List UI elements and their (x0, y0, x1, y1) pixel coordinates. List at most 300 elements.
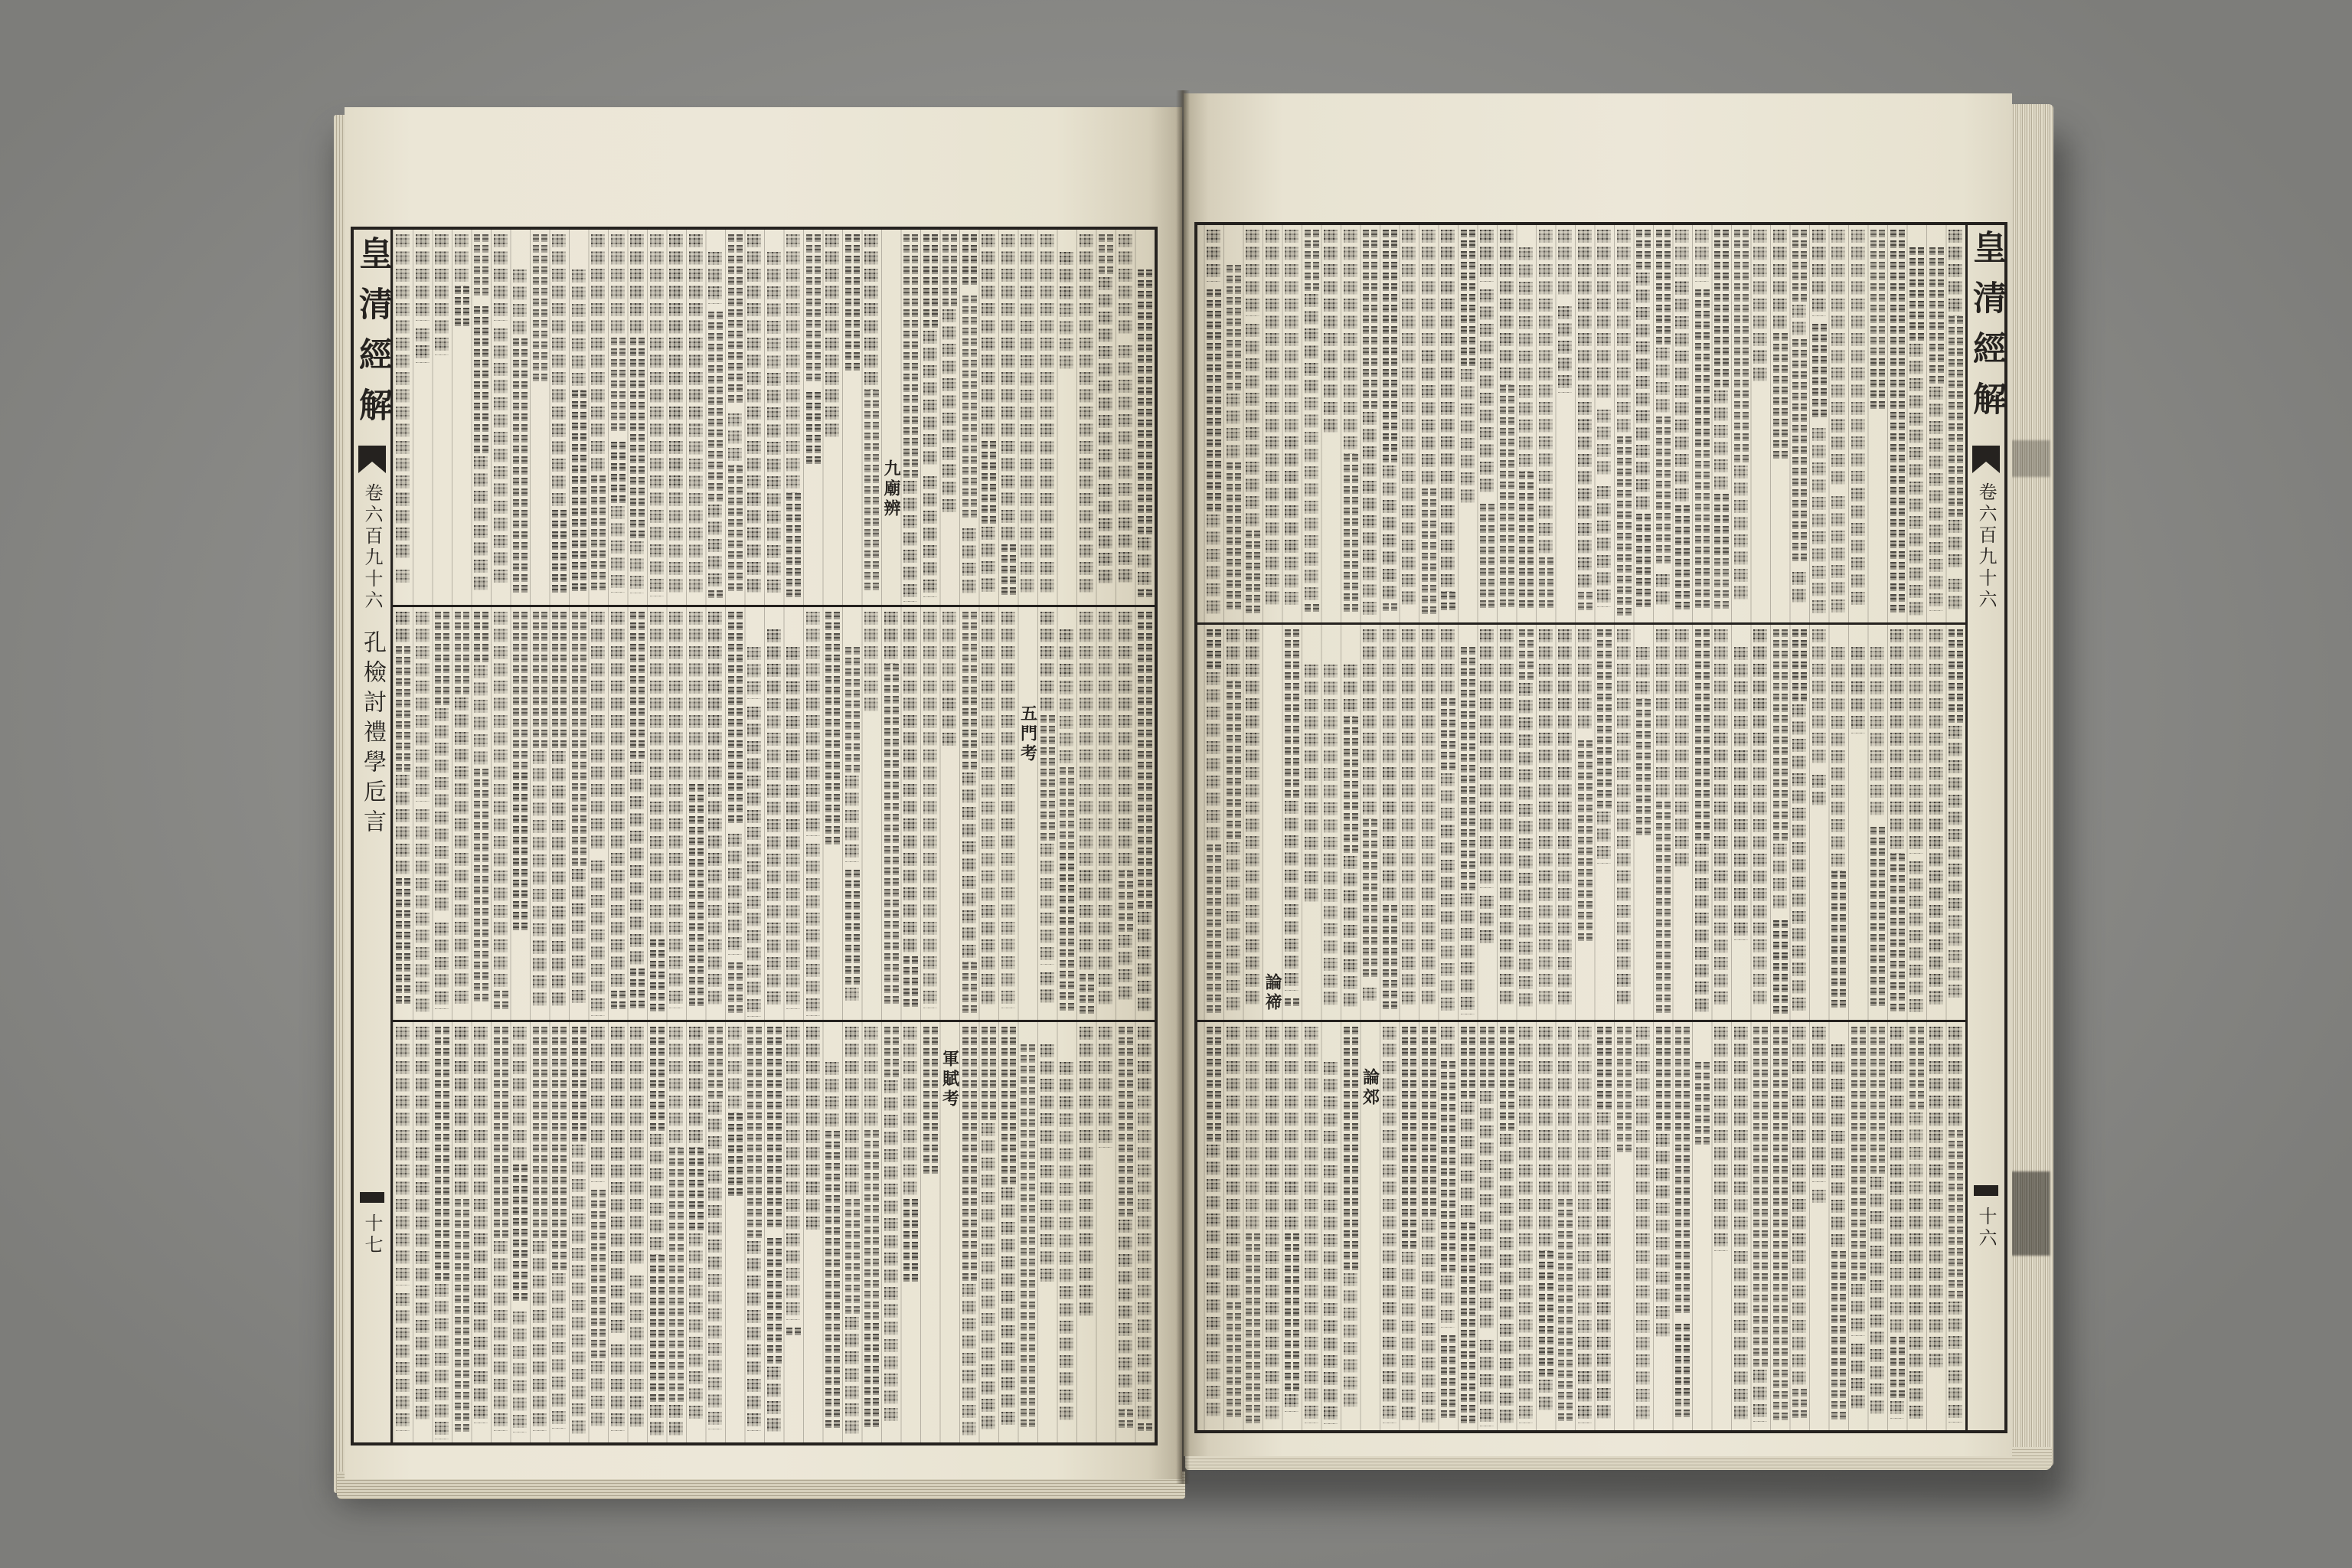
printed-text-glyphs (689, 784, 704, 870)
printed-text-glyphs (1675, 836, 1689, 871)
printed-text-glyphs (1773, 1284, 1788, 1423)
printed-text-glyphs (1305, 1233, 1318, 1423)
printed-text-glyphs (747, 827, 761, 1017)
printed-text-glyphs (1021, 493, 1034, 596)
printed-text-glyphs (1539, 1380, 1553, 1414)
printed-text-glyphs (1558, 1199, 1573, 1424)
printed-text-glyphs (1890, 230, 1905, 337)
printed-text-glyphs (396, 646, 410, 775)
printed-text-glyphs (923, 750, 937, 1008)
printed-text-glyphs (1695, 450, 1710, 525)
printed-text-glyphs (1099, 277, 1112, 484)
printed-text-glyphs (650, 939, 665, 1014)
printed-text-glyphs (942, 612, 956, 698)
printed-text-glyphs (1480, 1091, 1494, 1332)
printed-text-glyphs (1695, 1062, 1710, 1148)
printed-text-glyphs (845, 1317, 859, 1369)
printed-text-glyphs (630, 338, 645, 541)
printed-text-glyphs (1324, 1321, 1338, 1373)
printed-text-glyphs (1285, 998, 1299, 1009)
printed-text-glyphs (1324, 854, 1338, 975)
printed-text-glyphs (728, 466, 743, 594)
printed-text-glyphs (825, 1131, 840, 1388)
printed-text-glyphs (1656, 629, 1670, 802)
section-heading (1019, 607, 1037, 1020)
printed-text-glyphs (1402, 957, 1416, 1009)
printed-text-glyphs (1305, 665, 1318, 768)
printed-text-glyphs (1246, 324, 1259, 531)
printed-text-glyphs (903, 715, 917, 956)
lower-fish-tail-mark (1974, 1185, 1998, 1196)
printed-text-glyphs (513, 270, 527, 338)
printed-text-glyphs (786, 647, 800, 785)
printed-text-glyphs (396, 775, 410, 878)
printed-text-glyphs (1305, 1027, 1318, 1233)
printed-text-glyphs (1558, 1027, 1572, 1130)
printed-text-glyphs (786, 854, 800, 1009)
printed-text-glyphs (650, 612, 664, 767)
printed-text-glyphs (1714, 888, 1728, 1009)
printed-text-glyphs (1714, 390, 1728, 425)
printed-text-glyphs (1402, 505, 1416, 609)
printed-text-glyphs (1539, 1251, 1553, 1380)
printed-text-glyphs (1246, 1233, 1260, 1426)
printed-text-glyphs (747, 1027, 762, 1241)
printed-text-glyphs (1929, 247, 1944, 387)
printed-text-glyphs (1792, 1251, 1806, 1389)
printed-text-glyphs (806, 612, 820, 681)
printed-text-glyphs (1441, 1061, 1455, 1276)
printed-text-glyphs (767, 629, 781, 698)
printed-text-glyphs (962, 773, 976, 962)
printed-text-glyphs (669, 234, 683, 493)
printed-text-glyphs (1949, 230, 1962, 316)
section-heading (882, 230, 900, 605)
printed-text-glyphs (689, 1302, 703, 1423)
printed-text-glyphs (1753, 1027, 1768, 1284)
printed-text-glyphs (1461, 1223, 1475, 1405)
section-heading-text: 論禘 (1263, 973, 1282, 1013)
printed-text-glyphs (1500, 629, 1514, 871)
printed-text-glyphs (1890, 337, 1905, 476)
printed-text-glyphs (1929, 1027, 1943, 1199)
printed-text-glyphs (1695, 844, 1709, 1016)
printed-text-glyphs (1138, 1320, 1152, 1423)
printed-text-glyphs (1080, 1285, 1093, 1320)
printed-text-glyphs (1001, 853, 1015, 1008)
printed-text-glyphs (767, 338, 781, 373)
printed-text-glyphs (1060, 767, 1074, 853)
printed-text-glyphs (1305, 604, 1319, 615)
printed-text-glyphs (1929, 439, 1943, 560)
page-edge-ink-mark (2011, 1171, 2050, 1256)
left-page (345, 107, 1182, 1479)
printed-text-glyphs (591, 1190, 606, 1361)
printed-text-glyphs (708, 590, 723, 601)
printed-text-glyphs (591, 861, 605, 929)
lower-fish-tail-mark (360, 1192, 384, 1203)
printed-text-glyphs (1870, 1080, 1885, 1177)
printed-text-glyphs (1792, 1389, 1807, 1421)
printed-text-glyphs (533, 234, 547, 384)
printed-text-glyphs (864, 612, 878, 715)
printed-text-glyphs (474, 1233, 488, 1423)
printed-text-glyphs (1909, 750, 1923, 802)
printed-text-glyphs (942, 465, 956, 517)
printed-text-glyphs (669, 612, 683, 784)
printed-text-glyphs (1792, 704, 1806, 808)
printed-text-glyphs (767, 698, 781, 785)
printed-text-glyphs (1119, 935, 1132, 1004)
printed-text-glyphs (1519, 247, 1533, 472)
printed-text-glyphs (1714, 629, 1728, 733)
printed-text-glyphs (1060, 1062, 1073, 1114)
printed-text-glyphs (1909, 482, 1923, 619)
printed-text-glyphs (942, 698, 956, 750)
printed-text-glyphs (1363, 988, 1377, 1005)
printed-text-glyphs (982, 905, 995, 1008)
printed-text-glyphs (1138, 270, 1152, 537)
printed-text-glyphs (416, 1027, 430, 1148)
printed-text-glyphs (1285, 1027, 1298, 1182)
printed-text-glyphs (1617, 436, 1632, 619)
printed-text-glyphs (1383, 1027, 1396, 1268)
section-heading (1361, 1022, 1379, 1430)
printed-text-glyphs (1402, 230, 1416, 368)
printed-text-glyphs (1480, 629, 1494, 888)
printed-text-glyphs (1363, 567, 1377, 619)
printed-text-glyphs (689, 424, 703, 596)
printed-text-glyphs (533, 612, 547, 751)
printed-text-glyphs (611, 1148, 625, 1338)
printed-text-glyphs (1539, 1027, 1553, 1251)
printed-text-glyphs (669, 493, 683, 596)
printed-text-glyphs (1617, 733, 1631, 974)
printed-text-glyphs (1714, 230, 1729, 390)
printed-text-glyphs (1890, 854, 1905, 1014)
printed-text-glyphs (1519, 683, 1533, 735)
right-center-column (1965, 225, 2004, 1430)
printed-text-glyphs (1949, 579, 1962, 613)
printed-text-glyphs (1285, 230, 1298, 436)
printed-text-glyphs (1773, 844, 1787, 913)
printed-text-glyphs (1675, 505, 1690, 612)
printed-text-glyphs (845, 870, 860, 988)
printed-text-glyphs (1441, 230, 1455, 436)
printed-text-glyphs (747, 234, 761, 493)
printed-text-glyphs (982, 441, 996, 527)
printed-text-glyphs (1812, 629, 1826, 767)
printed-text-glyphs (1138, 1096, 1152, 1320)
right-print-frame (1194, 222, 2007, 1433)
printed-text-glyphs (1207, 1145, 1220, 1351)
printed-text-glyphs (884, 1027, 899, 1080)
printed-text-glyphs (1714, 1027, 1728, 1251)
printed-text-glyphs (825, 1388, 840, 1431)
printed-text-glyphs (1119, 1027, 1133, 1220)
printed-text-glyphs (1422, 230, 1436, 351)
printed-text-glyphs (825, 1062, 839, 1131)
text-column-area (393, 230, 1155, 605)
page-number: 十七 (361, 1214, 383, 1256)
printed-text-glyphs (903, 481, 917, 602)
printed-text-glyphs (1617, 1145, 1632, 1155)
printed-text-glyphs (435, 234, 449, 338)
printed-text-glyphs (1422, 629, 1436, 733)
printed-text-glyphs (1949, 1302, 1962, 1423)
printed-text-glyphs (1929, 991, 1943, 1009)
printed-text-glyphs (1138, 1027, 1152, 1096)
printed-text-glyphs (845, 988, 859, 1005)
printed-text-glyphs (650, 234, 664, 338)
text-column-area (393, 1022, 1155, 1442)
printed-text-glyphs (1539, 939, 1553, 1008)
printed-text-glyphs (1831, 1096, 1845, 1252)
printed-text-glyphs (1119, 871, 1133, 935)
printed-text-glyphs (533, 941, 547, 1010)
printed-text-glyphs (591, 1361, 605, 1430)
printed-text-glyphs (982, 1123, 995, 1244)
printed-text-glyphs (806, 929, 820, 1016)
printed-text-glyphs (982, 1244, 995, 1365)
printed-text-glyphs (572, 390, 586, 594)
printed-text-glyphs (982, 1364, 995, 1433)
printed-text-glyphs (1831, 496, 1845, 617)
printed-text-glyphs (1207, 672, 1220, 844)
printed-text-glyphs (786, 1268, 800, 1320)
printed-text-glyphs (1227, 1027, 1240, 1130)
printed-text-glyphs (1441, 773, 1455, 825)
printed-text-glyphs (396, 493, 410, 562)
printed-text-glyphs (1266, 1389, 1279, 1423)
printed-text-glyphs (1266, 1182, 1279, 1269)
right-page (1184, 93, 2012, 1456)
printed-text-glyphs (435, 1027, 449, 1284)
printed-text-glyphs (1949, 916, 1962, 1002)
printed-text-glyphs (435, 923, 449, 1009)
printed-text-glyphs (1246, 230, 1259, 316)
printed-text-glyphs (962, 697, 977, 773)
printed-text-glyphs (591, 929, 605, 1016)
printed-text-glyphs (1792, 808, 1806, 963)
printed-text-glyphs (923, 234, 938, 331)
printed-text-glyphs (1675, 1324, 1690, 1399)
printed-text-glyphs (552, 751, 566, 906)
printed-text-glyphs (1870, 827, 1885, 1009)
printed-text-glyphs (1441, 698, 1455, 773)
page-edge-ink-mark (2011, 440, 2050, 477)
printed-text-glyphs (611, 1027, 625, 1148)
printed-text-glyphs (1597, 629, 1612, 812)
printed-text-glyphs (1363, 230, 1377, 412)
printed-text-glyphs (630, 612, 645, 762)
printed-text-glyphs (1695, 230, 1709, 282)
printed-text-glyphs (982, 234, 995, 441)
printed-text-glyphs (1441, 1410, 1455, 1421)
printed-text-glyphs (1636, 514, 1651, 610)
printed-text-glyphs (650, 1255, 665, 1405)
section-heading-text: 軍賦考 (939, 1050, 960, 1109)
printed-text-glyphs (1870, 230, 1885, 358)
printed-text-glyphs (864, 1027, 878, 1130)
printed-text-glyphs (1597, 1199, 1611, 1354)
printed-text-glyphs (1851, 1284, 1865, 1336)
printed-text-glyphs (513, 773, 528, 933)
printed-text-glyphs (1636, 699, 1651, 838)
printed-text-glyphs (806, 681, 820, 836)
section-heading (1263, 625, 1281, 1020)
printed-text-glyphs (572, 270, 586, 390)
printed-text-glyphs (1539, 767, 1553, 888)
printed-text-glyphs (1870, 1027, 1885, 1080)
printed-text-glyphs (1060, 629, 1073, 681)
printed-text-glyphs (1949, 629, 1963, 726)
printed-text-glyphs (1578, 420, 1592, 592)
printed-text-glyphs (1929, 1354, 1943, 1372)
printed-text-glyphs (1344, 717, 1358, 856)
printed-text-glyphs (1890, 1401, 1904, 1419)
printed-text-glyphs (1831, 1044, 1845, 1096)
printed-text-glyphs (1949, 520, 1962, 572)
printed-text-glyphs (962, 234, 977, 288)
printed-text-glyphs (1539, 488, 1553, 557)
printed-text-glyphs (1675, 629, 1689, 836)
printed-text-glyphs (1734, 230, 1749, 466)
printed-text-glyphs (1539, 557, 1553, 611)
printed-text-glyphs (708, 1102, 722, 1274)
printed-text-glyphs (1480, 230, 1494, 282)
printed-text-glyphs (591, 612, 605, 853)
printed-text-glyphs (1383, 629, 1396, 767)
printed-text-glyphs (1001, 1187, 1015, 1343)
printed-text-glyphs (1734, 1182, 1748, 1389)
printed-text-glyphs (416, 328, 430, 346)
printed-text-glyphs (1890, 1182, 1904, 1269)
printed-text-glyphs (982, 698, 995, 905)
printed-text-glyphs (1812, 775, 1826, 809)
printed-text-glyphs (533, 751, 547, 941)
printed-text-glyphs (864, 390, 879, 593)
printed-text-glyphs (1578, 1217, 1592, 1338)
printed-text-glyphs (1099, 234, 1113, 277)
printed-text-glyphs (728, 1027, 742, 1113)
printed-text-glyphs (689, 612, 703, 784)
printed-text-glyphs (1344, 665, 1357, 717)
section-heading-text: 論郊 (1360, 1068, 1380, 1108)
printed-text-glyphs (962, 1370, 976, 1439)
printed-text-glyphs (630, 1027, 644, 1268)
printed-text-glyphs (1383, 991, 1397, 1012)
printed-text-glyphs (1675, 1399, 1690, 1420)
printed-text-glyphs (1519, 1027, 1533, 1233)
printed-text-glyphs (786, 1328, 801, 1338)
printed-text-glyphs (1714, 494, 1729, 558)
printed-text-glyphs (1812, 1190, 1826, 1207)
printed-text-glyphs (513, 338, 528, 596)
printed-text-glyphs (1266, 230, 1279, 402)
printed-text-glyphs (1285, 1233, 1299, 1394)
printed-text-glyphs (982, 612, 995, 698)
printed-text-glyphs (903, 1199, 918, 1285)
printed-text-glyphs (1227, 629, 1240, 681)
printed-text-glyphs (1207, 1351, 1220, 1420)
printed-text-glyphs (1285, 557, 1298, 609)
printed-text-glyphs (455, 1199, 469, 1435)
printed-text-glyphs (572, 612, 586, 665)
printed-text-glyphs (1656, 416, 1671, 481)
printed-text-glyphs (1344, 976, 1357, 1011)
printed-text-glyphs (1695, 289, 1710, 450)
printed-text-glyphs (1080, 612, 1093, 871)
printed-text-glyphs (1909, 1027, 1924, 1112)
printed-text-glyphs (1656, 1134, 1670, 1203)
printed-text-glyphs (1246, 767, 1259, 939)
printed-text-glyphs (1909, 629, 1923, 750)
printed-text-glyphs (1021, 234, 1034, 286)
printed-text-glyphs (689, 1233, 703, 1302)
printed-text-glyphs (1383, 1406, 1396, 1423)
printed-text-glyphs (1890, 1027, 1904, 1182)
printed-text-glyphs (1734, 750, 1748, 940)
printed-text-glyphs (1792, 1027, 1806, 1061)
printed-text-glyphs (1949, 316, 1963, 520)
printed-text-glyphs (611, 506, 625, 593)
printed-text-glyphs (1080, 269, 1093, 303)
printed-text-glyphs (513, 1312, 527, 1432)
printed-text-glyphs (864, 1130, 879, 1323)
printed-text-glyphs (1519, 735, 1533, 907)
printed-text-glyphs (1040, 972, 1054, 1007)
printed-text-glyphs (494, 234, 508, 321)
printed-text-glyphs (1461, 230, 1475, 369)
printed-text-glyphs (1285, 801, 1298, 991)
printed-text-glyphs (1539, 888, 1553, 940)
printed-text-glyphs (1040, 844, 1054, 965)
fish-tail-mark (358, 446, 386, 473)
printed-text-glyphs (396, 1379, 410, 1431)
printed-text-glyphs (1812, 230, 1826, 316)
printed-text-glyphs (494, 328, 508, 535)
printed-text-glyphs (1344, 454, 1358, 615)
printed-text-glyphs (1597, 410, 1611, 479)
printed-text-glyphs (1402, 1027, 1416, 1252)
printed-text-glyphs (1383, 603, 1397, 614)
volume-number: 卷六百九十六 (361, 483, 383, 612)
printed-text-glyphs (1929, 559, 1943, 611)
printed-text-glyphs (1138, 676, 1152, 912)
printed-text-glyphs (1734, 466, 1748, 603)
printed-text-glyphs (884, 612, 898, 664)
printed-text-glyphs (708, 871, 722, 1008)
printed-text-glyphs (455, 234, 469, 286)
printed-text-glyphs (1461, 647, 1475, 893)
printed-text-glyphs (1324, 665, 1338, 854)
printed-text-glyphs (728, 413, 742, 466)
printed-text-glyphs (1636, 1251, 1650, 1423)
work-title: 孔檢討禮學卮言 (359, 630, 386, 839)
printed-text-glyphs (767, 373, 781, 597)
printed-text-glyphs (1119, 518, 1132, 586)
printed-text-glyphs (1402, 802, 1416, 957)
printed-text-glyphs (1099, 484, 1112, 587)
printed-text-glyphs (1734, 647, 1748, 750)
printed-text-glyphs (455, 1027, 469, 1199)
printed-text-glyphs (1119, 1410, 1133, 1431)
printed-text-glyphs (1617, 230, 1631, 436)
printed-text-glyphs (1060, 1114, 1073, 1286)
printed-text-glyphs (1422, 1220, 1436, 1410)
printed-text-glyphs (1831, 871, 1846, 1011)
